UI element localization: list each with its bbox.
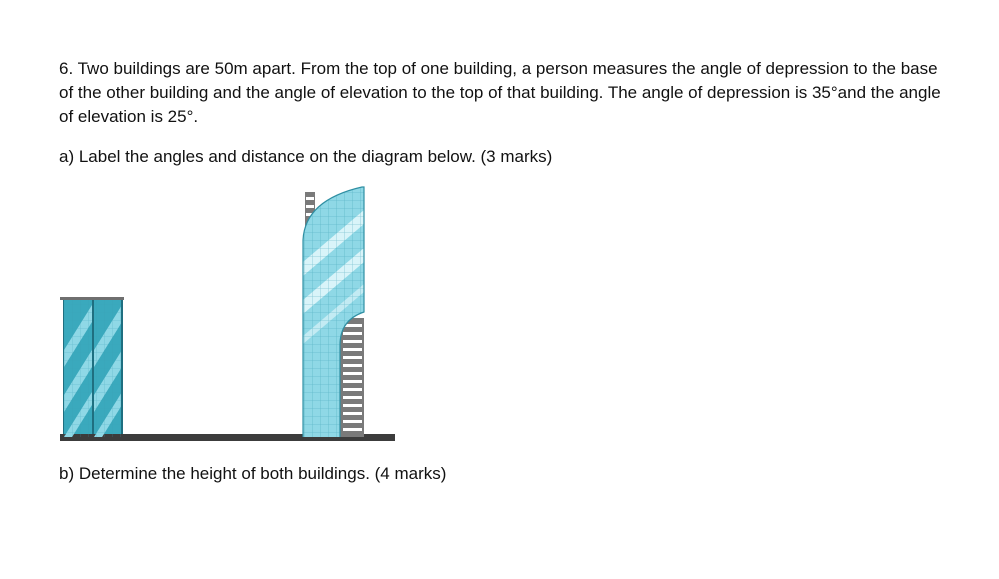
tall-building (303, 185, 365, 440)
part-b-text: b) Determine the height of both buildings. (4 marks) (59, 464, 447, 483)
part-a-text: a) Label the angles and distance on the diagram below. (3 marks) (59, 147, 553, 166)
question-text: 6. Two buildings are 50m apart. From the top of one building, a person measures the angle of depression to the base of the other building and the angle of elevation to the top of that building. The angle of depression is 35°and the angle of elevation is 25°. (59, 59, 941, 126)
short-building (60, 297, 124, 450)
ground (60, 434, 395, 441)
